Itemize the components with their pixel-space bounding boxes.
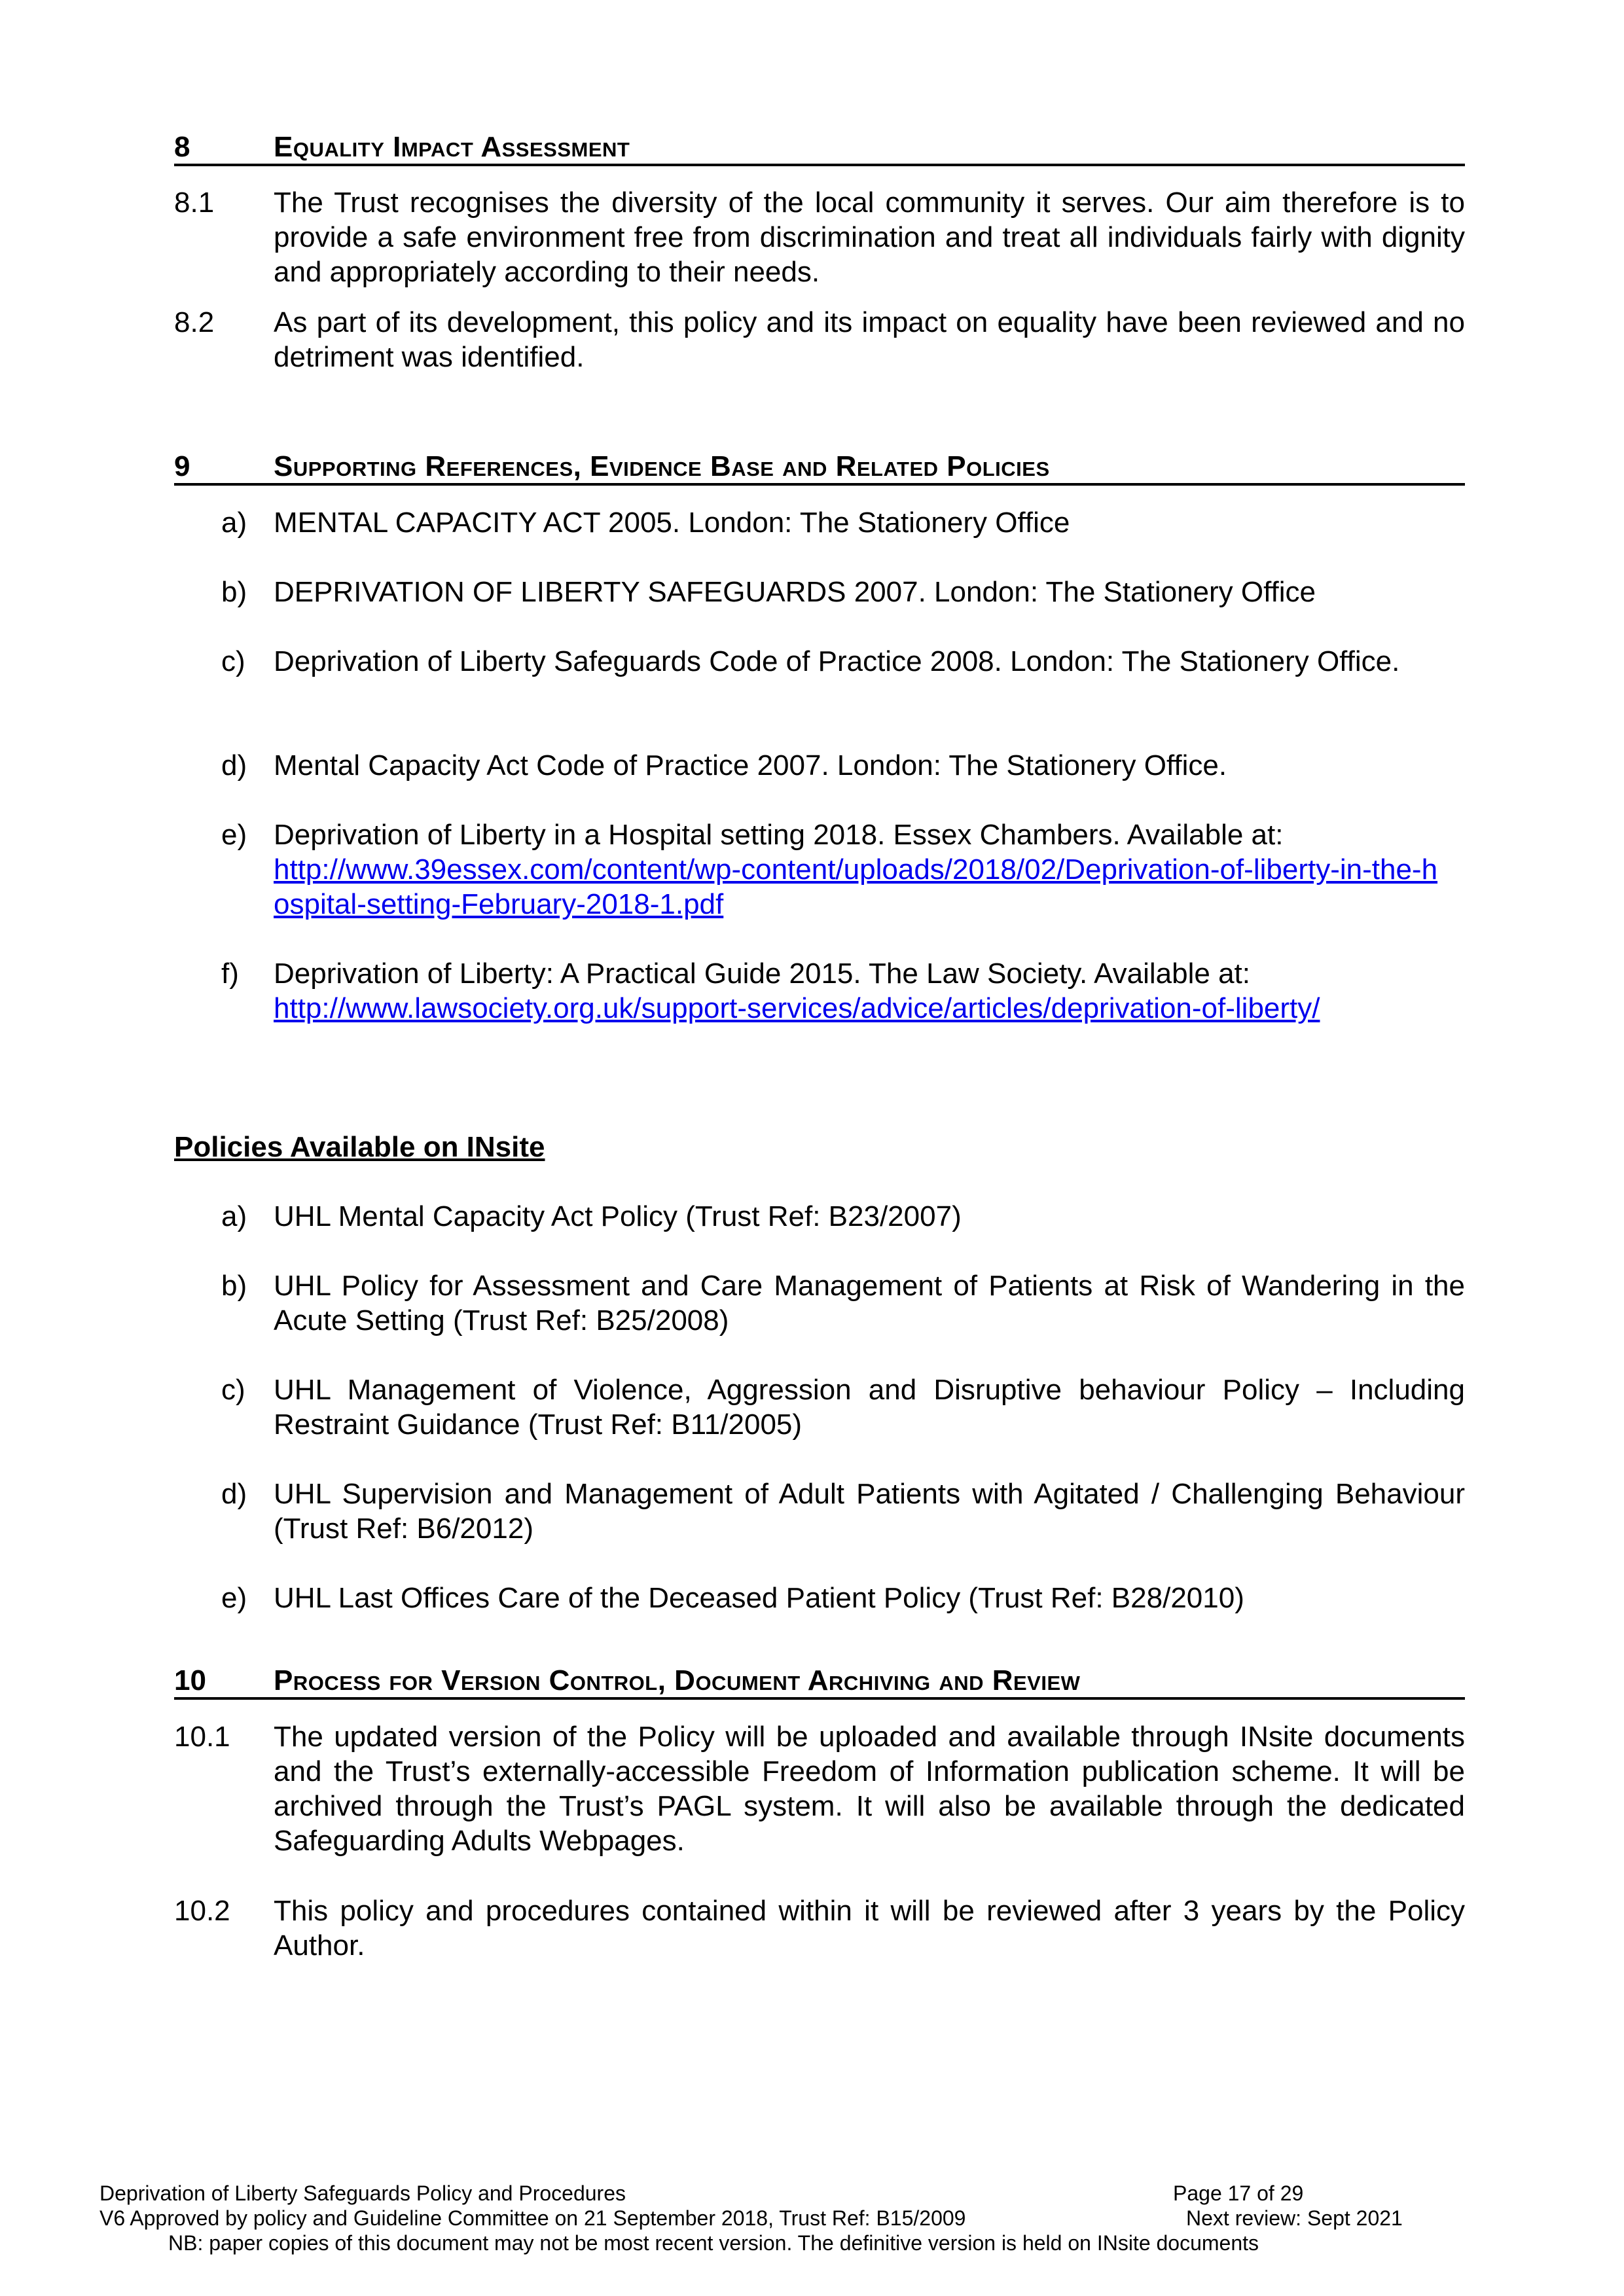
footer-approval: V6 Approved by policy and Guideline Committee on 21 September 2018, Trust Ref: B15/2009 [99,2206,966,2230]
reference-text: Mental Capacity Act Code of Practice 2007. London: The Stationery Office. [274,749,1227,781]
section-title: Equality Impact Assessment [274,131,630,163]
policy-text: UHL Mental Capacity Act Policy (Trust Ref: B23/2007) [274,1200,962,1232]
list-marker: c) [221,645,245,677]
list-marker: b) [221,576,247,608]
footer-note: NB: paper copies of this document may not be most recent version. The definitive version is held on INsite documents [168,2231,1259,2255]
policies-heading: Policies Available on INsite [174,1131,545,1163]
section-number: 8 [174,131,190,163]
reference-text: Deprivation of Liberty Safeguards Code of Practice 2008. London: The Stationery Office. [274,645,1400,677]
paragraph-text: This policy and procedures contained within it will be reviewed after 3 years by the Policy Author. [274,1895,1465,1962]
paragraph-number: 10.2 [174,1895,230,1927]
list-marker: d) [221,749,247,781]
paragraph-number: 8.1 [174,187,215,219]
section-title: Process for Version Control, Document Archiving and Review [274,1664,1081,1696]
section-number: 10 [174,1664,206,1696]
reference-body [274,817,1465,922]
list-marker: e) [221,819,247,851]
paragraph-number: 8.2 [174,306,215,338]
section-8-heading [174,131,1465,166]
list-marker: d) [221,1478,247,1510]
section-number: 9 [174,450,190,482]
reference-text: MENTAL CAPACITY ACT 2005. London: The Stationery Office [274,507,1070,539]
reference-text: Deprivation of Liberty: A Practical Guide 2015. The Law Society. Available at: [274,958,1250,990]
policy-text: UHL Supervision and Management of Adult Patients with Agitated / Challenging Behaviour (Trust Ref: B6/2012) [274,1478,1465,1545]
list-marker: b) [221,1270,247,1302]
section-9-heading [174,450,1465,486]
reference-body [274,956,1465,1026]
paragraph-text: The updated version of the Policy will be uploaded and available through INsite documents and the Trust’s externally-accessible Freedom of Information publication scheme. It will be archived through the Trust’s PAGL system. It will also be available through the dedicated Safeguarding Adults Webpages. [274,1721,1465,1857]
policy-text: UHL Management of Violence, Aggression and Disruptive behaviour Policy – Including Restraint Guidance (Trust Ref: B11/2005) [274,1374,1465,1441]
reference-text: Deprivation of Liberty in a Hospital setting 2018. Essex Chambers. Available at: [274,819,1284,851]
footer-page-number: Page 17 of 29 [1173,2181,1304,2205]
list-marker: f) [221,958,239,990]
list-marker: e) [221,1582,247,1614]
section-10-heading [174,1664,1465,1700]
policy-text: UHL Last Offices Care of the Deceased Patient Policy (Trust Ref: B28/2010) [274,1582,1244,1614]
paragraph-number: 10.1 [174,1721,230,1753]
section-title: Supporting References, Evidence Base and Related Policies [274,450,1050,482]
list-marker: a) [221,507,247,539]
reference-link-lawsociety[interactable]: http://www.lawsociety.org.uk/support-services/advice/articles/deprivation-of-liberty/ [274,992,1320,1024]
reference-link-essex[interactable]: http://www.39essex.com/content/wp-content/uploads/2018/02/Deprivation-of-liberty-in-the-hospital-setting-February-2018-1.pdf [274,853,1438,920]
paragraph-text: As part of its development, this policy and its impact on equality have been reviewed and no detriment was identified. [274,306,1465,373]
footer-next-review: Next review: Sept 2021 [1186,2206,1403,2230]
reference-text: DEPRIVATION OF LIBERTY SAFEGUARDS 2007. London: The Stationery Office [274,576,1316,608]
paragraph-text: The Trust recognises the diversity of the local community it serves. Our aim therefore is to provide a safe environment free from discrimination and treat all individuals fairly with dignity and appropriately according to their needs. [274,187,1465,288]
policy-text: UHL Policy for Assessment and Care Management of Patients at Risk of Wandering in the Acute Setting (Trust Ref: B25/2008) [274,1270,1465,1336]
list-marker: c) [221,1374,245,1406]
list-marker: a) [221,1200,247,1232]
footer-doc-title: Deprivation of Liberty Safeguards Policy and Procedures [99,2181,626,2205]
